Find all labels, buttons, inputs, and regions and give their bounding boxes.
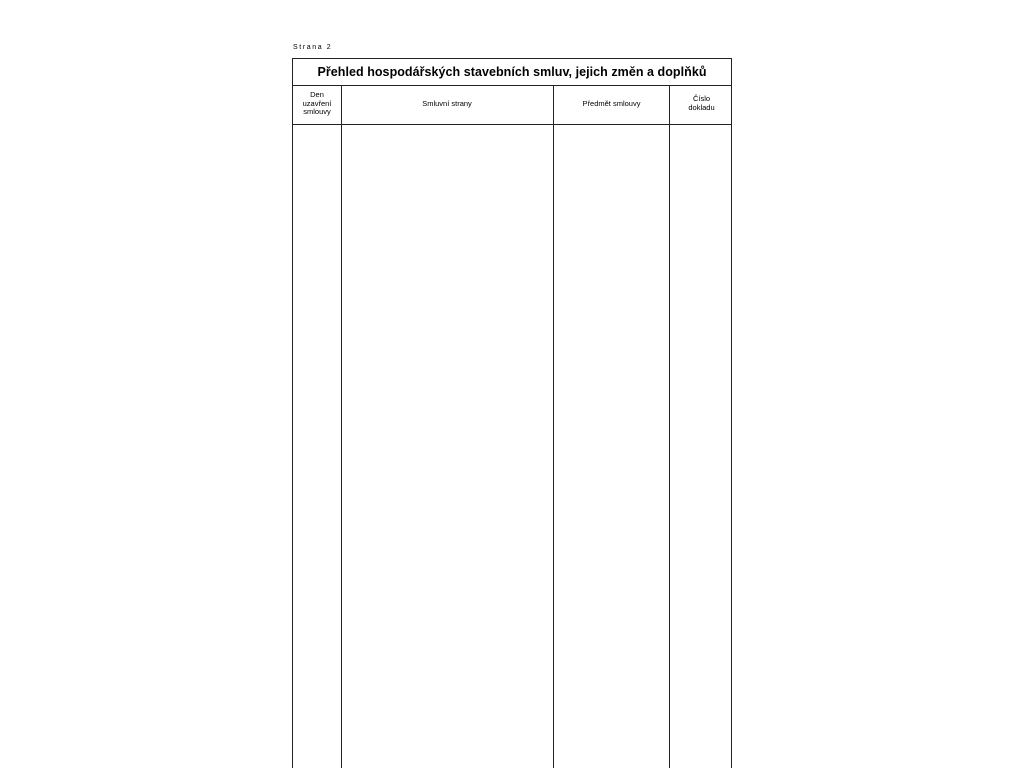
column-header-contract-subject: Předmět smlouvy bbox=[582, 99, 641, 109]
column-divider-2 bbox=[553, 85, 554, 768]
column-header-contract-parties: Smluvní strany bbox=[422, 99, 472, 109]
table-title-bar bbox=[293, 59, 731, 86]
column-header-contract-date: Den uzavření smlouvy bbox=[302, 90, 332, 116]
page-number-label: Strana 2 bbox=[293, 44, 333, 51]
contracts-overview-table bbox=[292, 58, 732, 768]
column-divider-3 bbox=[669, 85, 670, 768]
column-divider-1 bbox=[341, 85, 342, 768]
table-header-row bbox=[293, 85, 731, 125]
table-title: Přehled hospodářských stavebních smluv, jejich změn a doplňků bbox=[317, 65, 707, 79]
column-header-document-number: Číslo dokladu bbox=[688, 94, 715, 112]
